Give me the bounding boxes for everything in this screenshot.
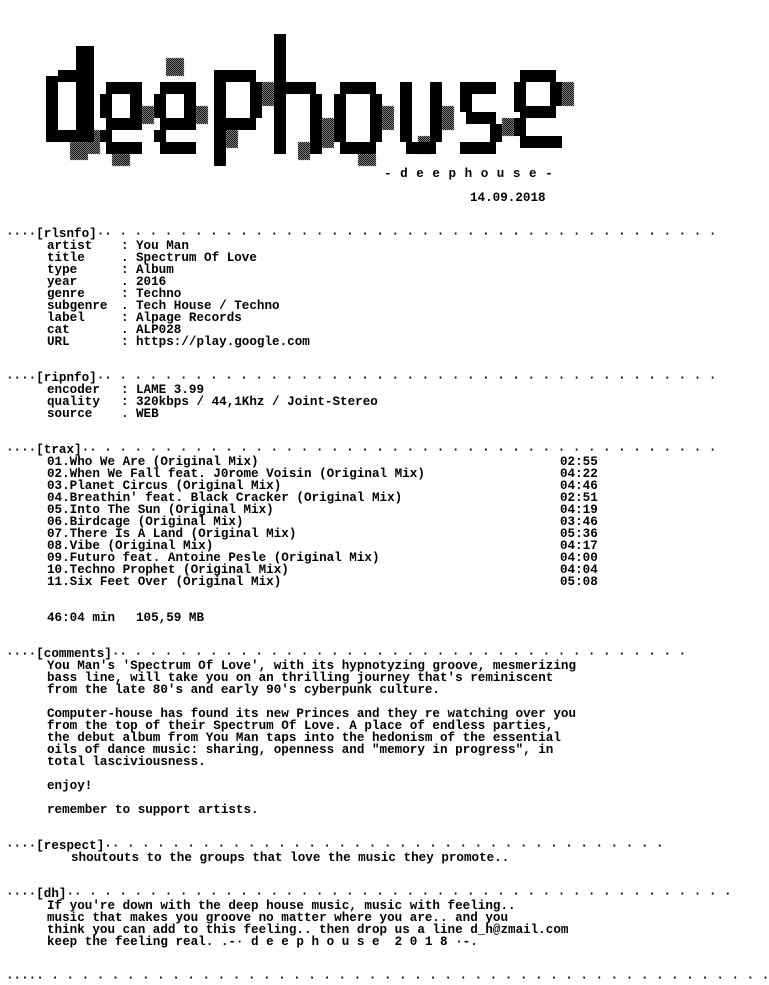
rlsnfo-separator: . — [121, 299, 129, 313]
rlsnfo-value: 2016 — [136, 275, 167, 289]
logo-block — [370, 94, 382, 142]
track-duration: 05:08 — [560, 575, 598, 589]
rlsnfo-divider: ····[rlsnfo]·· · · · · · · · · · · · · · · · · · · · · · · · · · · · · · · · · · · · · · · · · — [6, 227, 717, 241]
track-duration: 04:04 — [560, 563, 598, 577]
comments-divider: ····[comments]·· · · · · · · · · · · · · · · · · · · · · · · · · · · · · · · · · · · · · · — [6, 647, 687, 661]
section-respect — [0, 828, 664, 853]
comment-paragraph-2: Computer-house has found its new Princes and they re watching over you from the top of their Spectrum Of Love. A place of endless parties, the debut album from You Man taps into the hedonism of the essential oils of dance music: sharing, openness and "memory in progress", in total lasciviousness. — [47, 707, 577, 769]
rlsnfo-header: [rlsnfo] — [36, 227, 97, 241]
ripnfo-divider: ····[ripnfo]·· · · · · · · · · · · · · · · · · · · · · · · · · · · · · · · · · · · · · · · · · — [6, 371, 717, 385]
rlsnfo-separator: : — [121, 335, 129, 349]
dh-header: [dh] — [36, 887, 67, 901]
comment-paragraph-1: You Man's 'Spectrum Of Love', with its hypnotyzing groove, mesmerizing bass line, will take you on an thrilling journey that's reminiscent from the late 80's and early 90's cyberpunk culture. — [47, 659, 577, 697]
ripnfo-value: 320kbps / 44,1Khz / Joint-Stereo — [136, 395, 378, 409]
logo-block — [106, 82, 142, 94]
dh-divider: ····[dh]·· · · · · · · · · · · · · · · · · · · · · · · · · · · · · · · · · · · · · · · · · · · · — [6, 887, 732, 901]
rlsnfo-label: URL — [47, 335, 70, 349]
comment-support: remember to support artists. — [47, 803, 259, 817]
logo-block — [460, 94, 472, 112]
deephouse-logo — [46, 20, 582, 180]
logo-block — [106, 118, 142, 130]
rlsnfo-value: Spectrum Of Love — [136, 251, 257, 265]
ripnfo-separator: : — [121, 383, 129, 397]
logo-block — [274, 34, 286, 154]
dh-text: If you're down with the deep house music, music with feeling.. music that makes you groove no matter where you are.. and you think you can add to this feeling.. then drop us a line d_h@zmail.com keep the feeling real. .-· d e e p h o u s e 2 0 1 8 ·-. — [47, 899, 569, 949]
ripnfo-value: WEB — [136, 407, 159, 421]
track-title: 04.Breathin' feat. Black Cracker (Original Mix) — [47, 491, 403, 505]
logo-block — [100, 94, 112, 118]
logo-block — [520, 106, 556, 118]
track-duration: 05:36 — [560, 527, 598, 541]
track-duration: 04:46 — [560, 479, 598, 493]
total-size: 105,59 MB — [136, 611, 205, 625]
respect-header: [respect] — [36, 839, 105, 853]
logo-block — [514, 118, 526, 136]
rlsnfo-value: https://play.google.com — [136, 335, 310, 349]
logo-block — [106, 142, 142, 154]
logo-block — [214, 70, 226, 166]
logo-block — [466, 112, 496, 124]
track-duration: 04:22 — [560, 467, 598, 481]
logo-block — [334, 94, 346, 142]
logo-block — [400, 82, 412, 142]
logo-block — [406, 142, 436, 154]
logo-block — [160, 82, 196, 94]
logo-block — [430, 82, 442, 142]
logo-block — [160, 118, 196, 130]
track-duration: 04:19 — [560, 503, 598, 517]
track-duration: 02:51 — [560, 491, 598, 505]
logo-block — [460, 82, 496, 94]
track-title: 08.Vibe (Original Mix) — [47, 539, 214, 553]
rlsnfo-value: Album — [136, 263, 174, 277]
rlsnfo-label: year — [47, 275, 78, 289]
logo-block — [154, 130, 166, 142]
rlsnfo-label: label — [47, 311, 85, 325]
logo-block — [46, 76, 58, 142]
trax-header: [trax] — [36, 443, 82, 457]
logo-block — [340, 142, 376, 154]
rlsnfo-separator: . — [121, 275, 129, 289]
logo-block — [100, 130, 112, 142]
rlsnfo-separator: . — [121, 251, 129, 265]
track-title: 06.Birdcage (Original Mix) — [47, 515, 244, 529]
logo-block — [310, 94, 322, 154]
logo-block — [58, 70, 76, 82]
track-duration: 04:17 — [560, 539, 598, 553]
track-title: 05.Into The Sun (Original Mix) — [47, 503, 274, 517]
logo-block — [520, 136, 562, 148]
logo-block — [58, 130, 76, 142]
rlsnfo-label: title — [47, 251, 85, 265]
rlsnfo-label: artist — [47, 239, 93, 253]
rlsnfo-value: Techno — [136, 287, 182, 301]
logo-block — [226, 118, 256, 130]
section-rlsnfo — [0, 216, 717, 241]
ripnfo-separator: . — [121, 407, 129, 421]
track-title: 01.Who We Are (Original Mix) — [47, 455, 259, 469]
section-ripnfo — [0, 360, 717, 385]
logo-block — [520, 70, 556, 82]
track-title: 07.There Is A Land (Original Mix) — [47, 527, 297, 541]
rlsnfo-value: Tech House / Techno — [136, 299, 280, 313]
respect-divider: ····[respect]·· · · · · · · · · · · · · · · · · · · · · · · · · · · · · · · · · · · · · — [6, 839, 664, 853]
track-title: 11.Six Feet Over (Original Mix) — [47, 575, 282, 589]
rlsnfo-value: Alpage Records — [136, 311, 242, 325]
tagline: - d e e p h o u s e - — [384, 167, 554, 181]
release-date: 14.09.2018 — [470, 191, 546, 205]
ripnfo-label: quality — [47, 395, 100, 409]
ripnfo-label: source — [47, 407, 93, 421]
rlsnfo-separator: . — [121, 323, 129, 337]
logo-block — [286, 82, 316, 94]
rlsnfo-value: You Man — [136, 239, 189, 253]
ripnfo-value: LAME 3.99 — [136, 383, 205, 397]
track-duration: 04:00 — [560, 551, 598, 565]
comment-enjoy: enjoy! — [47, 779, 93, 793]
rlsnfo-label: cat — [47, 323, 70, 337]
logo-block — [226, 70, 256, 82]
track-title: 09.Futuro feat. Antoine Pesle (Original Mix) — [47, 551, 380, 565]
comments-header: [comments] — [36, 647, 112, 661]
track-duration: 03:46 — [560, 515, 598, 529]
footer-divider: ····· · · · · · · · · · · · · · · · · · · · · · · · · · · · · · · · · · · · · · · · · · · · · · · · · — [6, 971, 769, 985]
logo-block — [490, 124, 502, 142]
logo-block — [154, 94, 166, 118]
total-time: 46:04 min — [47, 611, 116, 625]
logo-block — [184, 94, 196, 118]
track-title: 10.Techno Prophet (Original Mix) — [47, 563, 289, 577]
section-dh — [0, 876, 732, 901]
trax-divider: ····[trax]·· · · · · · · · · · · · · · · · · · · · · · · · · · · · · · · · · · · · · · · · · · — [6, 443, 717, 457]
rlsnfo-separator: : — [121, 311, 129, 325]
rlsnfo-separator: : — [121, 239, 129, 253]
logo-block — [250, 82, 262, 118]
ripnfo-header: [ripnfo] — [36, 371, 97, 385]
logo-block — [160, 142, 196, 154]
rlsnfo-separator: : — [121, 263, 129, 277]
ripnfo-separator: : — [121, 395, 129, 409]
rlsnfo-value: ALP028 — [136, 323, 182, 337]
track-title: 02.When We Fall feat. J0rome Voisin (Original Mix) — [47, 467, 425, 481]
logo-block — [76, 46, 94, 142]
ripnfo-label: encoder — [47, 383, 100, 397]
logo-block — [340, 82, 376, 94]
logo-block — [550, 82, 562, 106]
rlsnfo-label: genre — [47, 287, 85, 301]
track-duration: 02:55 — [560, 455, 598, 469]
section-comments — [0, 636, 687, 661]
respect-text: shoutouts to the groups that love the music they promote.. — [71, 851, 510, 865]
rlsnfo-label: subgenre — [47, 299, 108, 313]
section-trax — [0, 432, 717, 457]
logo-block — [460, 142, 496, 154]
rlsnfo-separator: : — [121, 287, 129, 301]
logo-block — [130, 94, 142, 118]
rlsnfo-label: type — [47, 263, 78, 277]
track-title: 03.Planet Circus (Original Mix) — [47, 479, 282, 493]
